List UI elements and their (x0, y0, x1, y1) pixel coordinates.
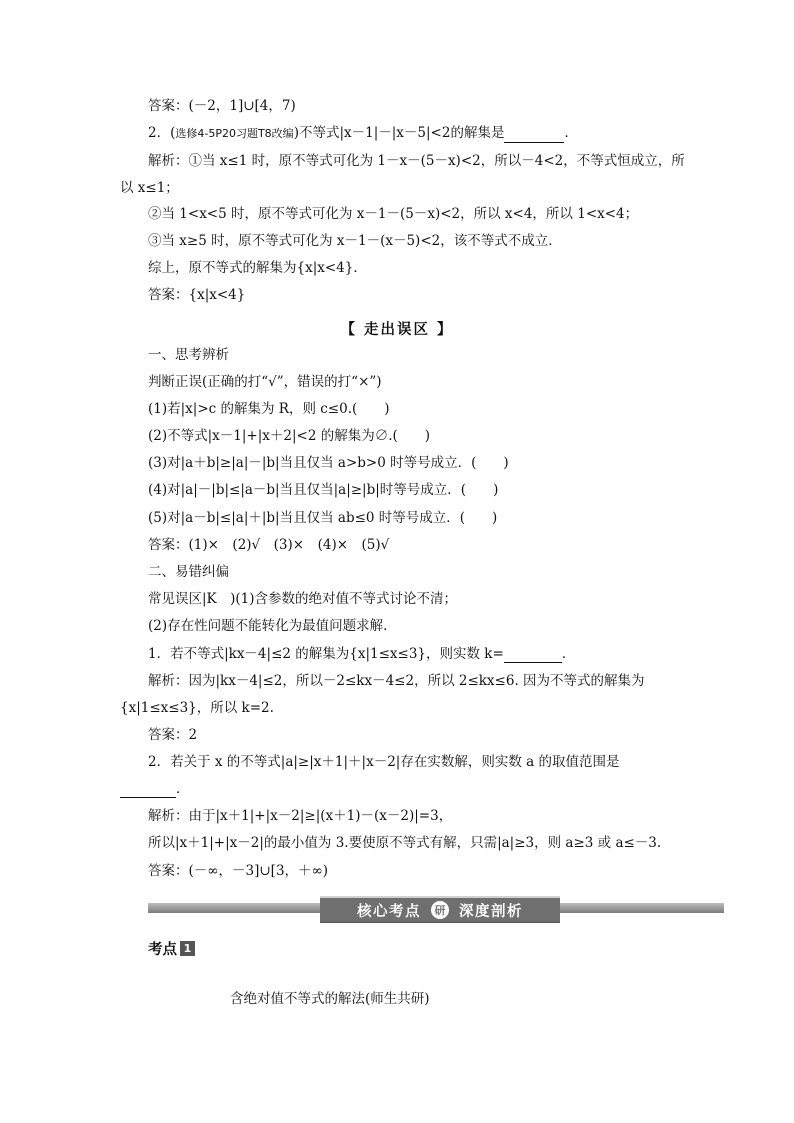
exercise-1-solution-a: 解析：因为|kx－4|≤2，所以－2≤kx－4≤2，所以 2≤kx≤6. 因为不等式的解集为 (148, 673, 645, 689)
answer-2: 答案：{x|x<4} (148, 287, 246, 303)
exercise-1-blank (504, 648, 562, 663)
common-error-1: 常见误区|K )(1)含参数的绝对值不等式讨论不清； (148, 591, 458, 607)
judge-item-5: (5)对|a－b|≤|a|＋|b|当且仅当 ab≤0 时等号成立．( ) (148, 510, 498, 526)
research-icon: 研 (431, 901, 449, 919)
exercise-2-answer: 答案：(－∞，－3]∪[3，＋∞) (148, 863, 329, 879)
topic-label (148, 938, 195, 959)
question-2 (148, 124, 578, 143)
solution-line-1b: 以 x≤1； (120, 180, 179, 196)
judge-item-4: (4)对|a|－|b|≤|a－b|当且仅当|a|≥|b|时等号成立．( ) (148, 482, 499, 498)
solution-line-1a: 解析：①当 x≤1 时，原不等式可化为 1－x－(5－x)<2，所以－4<2，不等式恒成立，所 (148, 153, 685, 169)
judge-item-2: (2)不等式|x－1|+|x＋2|<2 的解集为∅.( ) (148, 428, 431, 444)
judge-item-3: (3)对|a＋b|≥|a|－|b|当且仅当 a>b>0 时等号成立．( ) (148, 455, 509, 471)
banner-left-text: 核心考点 (357, 903, 421, 920)
part1-intro: 判断正误(正确的打“√”，错误的打“×”) (148, 374, 382, 390)
topic-title: 含绝对值不等式的解法(师生共研) (230, 991, 430, 1007)
question-2-source: 选修4-5P20习题T8改编 (175, 127, 294, 140)
solution-line-4: 综上，原不等式的解集为{x|x<4}． (148, 260, 367, 276)
question-2-end: ． (564, 125, 578, 141)
common-error-2: (2)存在性问题不能转化为最值问题求解． (148, 618, 397, 634)
banner-tag (320, 896, 560, 923)
exercise-2-blank-line (120, 780, 190, 798)
exercise-1-text: 1．若不等式|kx－4|≤2 的解集为{x|1≤x≤3}，则实数 k= (148, 646, 504, 662)
exercise-1-end: ． (561, 646, 576, 662)
judge-item-1: (1)若|x|>c 的解集为 R，则 c≤0.( ) (148, 401, 390, 417)
topic-label-text: 考点 (148, 942, 177, 958)
exercise-2-blank (120, 783, 176, 798)
exercise-1 (148, 645, 575, 663)
exercise-2-end: ． (176, 781, 190, 797)
question-2-number: 2．( (148, 125, 176, 141)
answer-1: 答案：(－2，1]∪[4，7) (148, 98, 296, 114)
part1-answer: 答案：(1)× (2)√ (3)× (4)× (5)√ (148, 537, 390, 553)
solution-line-2: ②当 1<x<5 时，原不等式可化为 x－1－(5－x)<2，所以 x<4，所以 1<x<4； (148, 206, 639, 222)
topic-number-badge: 1 (180, 941, 195, 956)
part2-heading: 二、易错纠偏 (148, 564, 229, 580)
answer-blank (504, 128, 564, 143)
core-topic-banner (148, 896, 724, 922)
exercise-1-solution-b: {x|1≤x≤3}，所以 k=2. (120, 700, 274, 716)
section-title: 【 走出误区 】 (340, 322, 454, 338)
exercise-2-text: 2．若关于 x 的不等式|a|≥|x＋1|＋|x－2|存在实数解，则实数 a 的取值范围是 (148, 754, 620, 770)
exercise-1-answer: 答案：2 (148, 727, 198, 743)
banner-right-text: 深度剖析 (459, 903, 523, 920)
part1-heading: 一、思考辨析 (148, 347, 229, 363)
exercise-2-solution-a: 解析：由于|x＋1|+|x－2|≥|(x＋1)－(x－2)|=3， (148, 808, 453, 824)
solution-line-3: ③当 x≥5 时，原不等式可化为 x－1－(x－5)<2，该不等式不成立． (148, 233, 562, 249)
exercise-2-solution-b: 所以|x＋1|+|x－2|的最小值为 3.要使原不等式有解，只需|a|≥3，则 a≥3 或 a≤－3. (148, 835, 662, 851)
question-2-text: )不等式|x－1|－|x－5|<2的解集是 (293, 125, 505, 141)
